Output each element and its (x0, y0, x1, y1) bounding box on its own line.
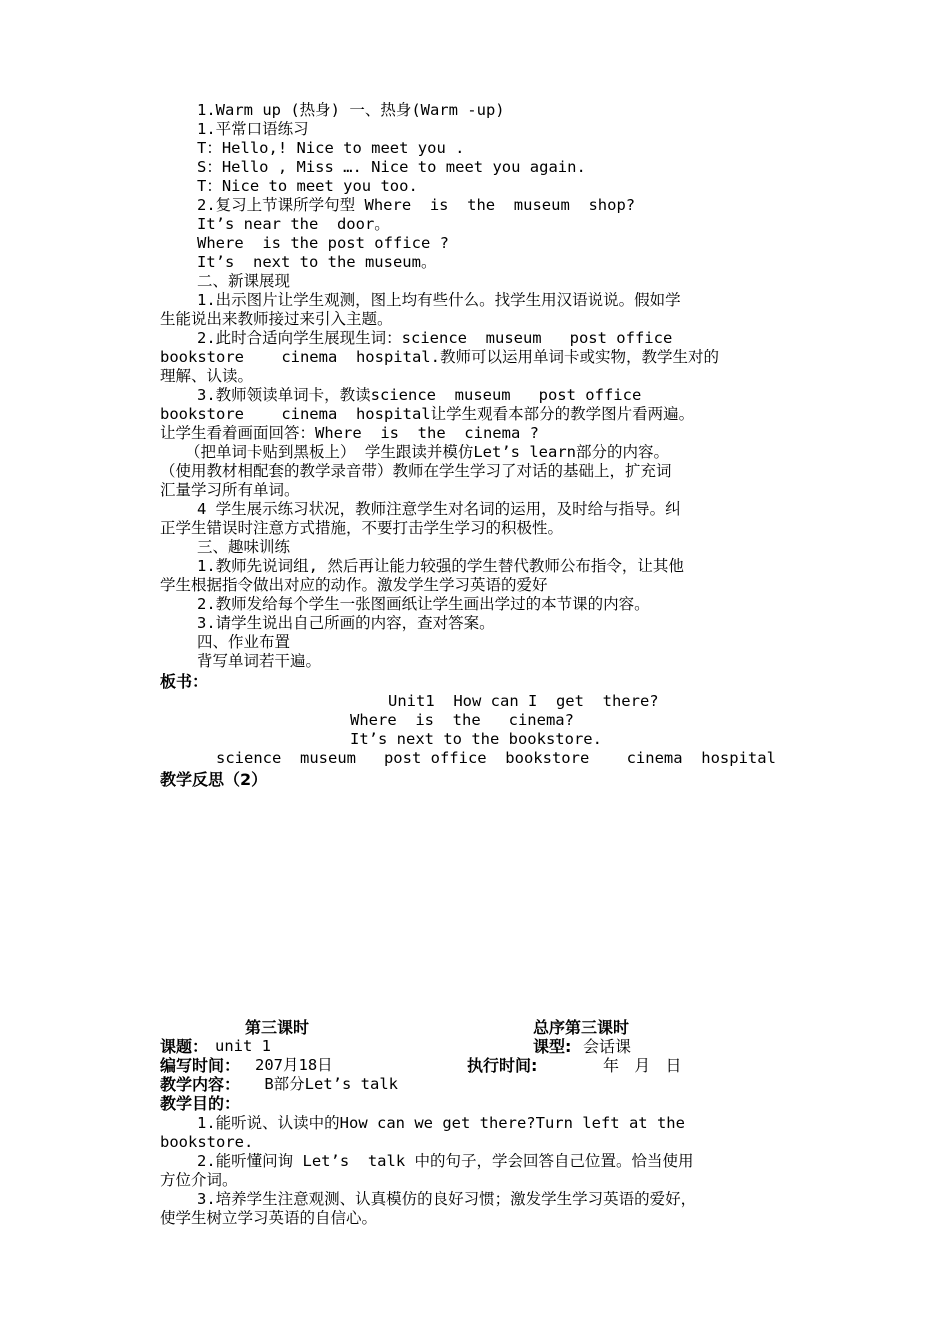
text-line: 1.出示图片让学生观测，图上均有些什么。找学生用汉语说说。假如学 (197, 291, 681, 309)
text-line: S：Hello , Miss …. Nice to meet you again. (197, 158, 586, 176)
text-line: It’s near the door。 (197, 215, 390, 233)
goal-line: 方位介词。 (160, 1171, 238, 1189)
type-label: 课型: (533, 1037, 572, 1056)
goal-line: 1.能听说、认读中的How can we get there?Turn left at the (197, 1114, 685, 1132)
board-heading: 板书： (160, 672, 209, 691)
execution-time-label: 执行时间: (467, 1056, 538, 1075)
text-line: 汇量学习所有单词。 (160, 481, 300, 499)
text-line: 3.教师领读单词卡，教读science museum post office (197, 386, 642, 404)
text-line: （使用教材相配套的教学录音带）教师在学生学习了对话的基础上，扩充词 (160, 462, 672, 480)
text-line: 3.请学生说出自己所画的内容，查对答案。 (197, 614, 495, 632)
text-line: 4 学生展示练习状况，教师注意学生对名词的运用，及时给与指导。纠 (197, 500, 681, 518)
text-line: 三、趣味训练 (197, 538, 291, 556)
board-line: science museum post office bookstore cinema hospital (216, 749, 776, 767)
text-line: 背写单词若干遍。 (197, 652, 322, 670)
text-line: 1.平常口语练习 (197, 120, 309, 138)
text-line: T：Hello,! Nice to meet you . (197, 139, 465, 157)
lesson-title: 第三课时 (245, 1018, 310, 1037)
text-line: 让学生看着画面回答：Where is the cinema ? (160, 424, 539, 442)
text-line: T：Nice to meet you too. (197, 177, 418, 195)
lesson-total-order: 总序第三课时 (533, 1018, 630, 1037)
content-label: 教学内容： (160, 1075, 241, 1094)
execution-time-value: 年 月 日 (603, 1056, 682, 1075)
text-line: It’s next to the museum。 (197, 253, 437, 271)
text-line: 2.教师发给每个学生一张图画纸让学生画出学过的本节课的内容。 (197, 595, 650, 613)
content-value: B部分Let’s talk (255, 1075, 398, 1093)
text-line: 四、作业布置 (197, 633, 291, 651)
text-line: Where is the post office ? (197, 234, 449, 252)
board-line: Unit1 How can I get there? (388, 692, 659, 710)
goals-label: 教学目的： (160, 1094, 241, 1113)
text-line: 二、新课展现 (197, 272, 291, 290)
text-line: bookstore cinema hospital.教师可以运用单词卡或实物，教学生对的 (160, 348, 719, 366)
text-line: 1.Warm up (热身) 一、热身(Warm -up) (197, 101, 505, 119)
topic-value: unit 1 (215, 1037, 271, 1055)
text-line: 正学生错误时注意方式措施，不要打击学生学习的积极性。 (160, 519, 564, 537)
text-line: 理解、认读。 (160, 367, 254, 385)
board-line: It’s next to the bookstore. (350, 730, 602, 748)
reflection-heading: 教学反思（2） (160, 770, 268, 789)
goal-line: 3.培养学生注意观测、认真模仿的良好习惯；激发学生学习英语的爱好， (197, 1190, 697, 1208)
text-line: 2.复习上节课所学句型 Where is the museum shop? (197, 196, 636, 214)
type-value: 会话课 (583, 1037, 632, 1056)
text-line: 学生根据指令做出对应的动作。激发学生学习英语的爱好 (160, 576, 548, 594)
text-line: 2.此时合适向学生展现生词：science museum post office (197, 329, 673, 347)
text-line: bookstore cinema hospital让学生观看本部分的教学图片看两遍。 (160, 405, 695, 423)
topic-label: 课题： (160, 1037, 209, 1056)
goal-line: 2.能听懂问询 Let’s talk 中的句子，学会回答自己位置。恰当使用 (197, 1152, 694, 1170)
written-time-value: 207月18日 (255, 1056, 333, 1074)
text-line: （把单词卡贴到黑板上） 学生跟读并模仿Let’s learn部分的内容。 (185, 443, 669, 461)
board-line: Where is the cinema? (350, 711, 574, 729)
written-time-label: 编写时间： (160, 1056, 241, 1075)
text-line: 1.教师先说词组, 然后再让能力较强的学生替代教师公布指令，让其他 (197, 557, 684, 575)
text-line: 生能说出来教师接过来引入主题。 (160, 310, 393, 328)
goal-line: bookstore. (160, 1133, 254, 1151)
goal-line: 使学生树立学习英语的自信心。 (160, 1209, 378, 1227)
